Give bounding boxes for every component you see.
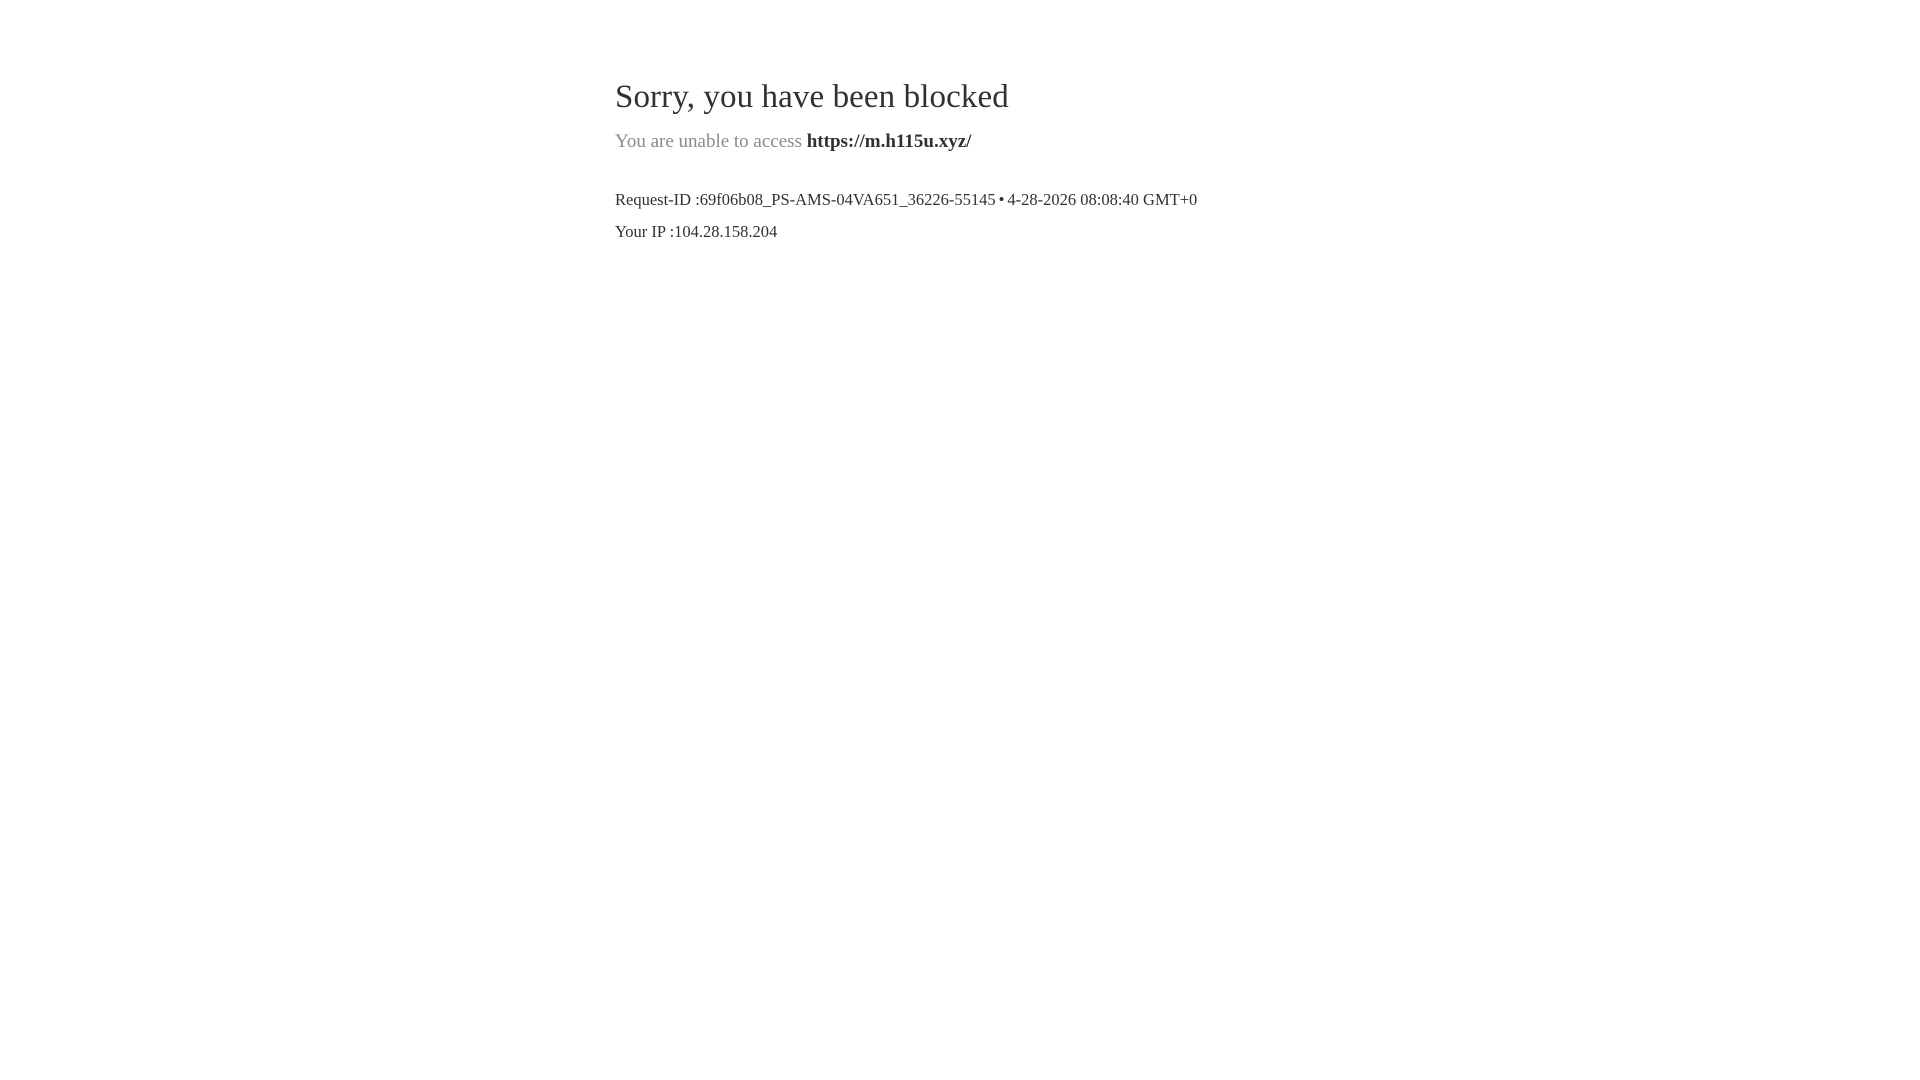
access-denied-subtitle <box>615 130 1375 155</box>
request-id-value: 69f06b08_PS-AMS-04VA651_36226-55145 <box>699 190 996 210</box>
page-title: Sorry, you have been blocked <box>615 79 1009 115</box>
client-ip-label: Your IP : <box>615 222 675 242</box>
request-separator: • <box>998 190 1005 210</box>
blocked-host: https://m.h115u.xyz/ <box>806 130 972 152</box>
client-ip-value: 104.28.158.204 <box>674 222 778 242</box>
diagnostics <box>615 188 1375 244</box>
request-timestamp: 4-28-2026 08:08:40 GMT+0 <box>1007 190 1198 210</box>
client-ip-row <box>615 220 1375 244</box>
blocked-message-container <box>615 78 1375 244</box>
request-id-label: Request-ID : <box>615 190 700 210</box>
request-id-row <box>615 188 1375 212</box>
access-denied-prefix: You are unable to access <box>615 130 802 152</box>
